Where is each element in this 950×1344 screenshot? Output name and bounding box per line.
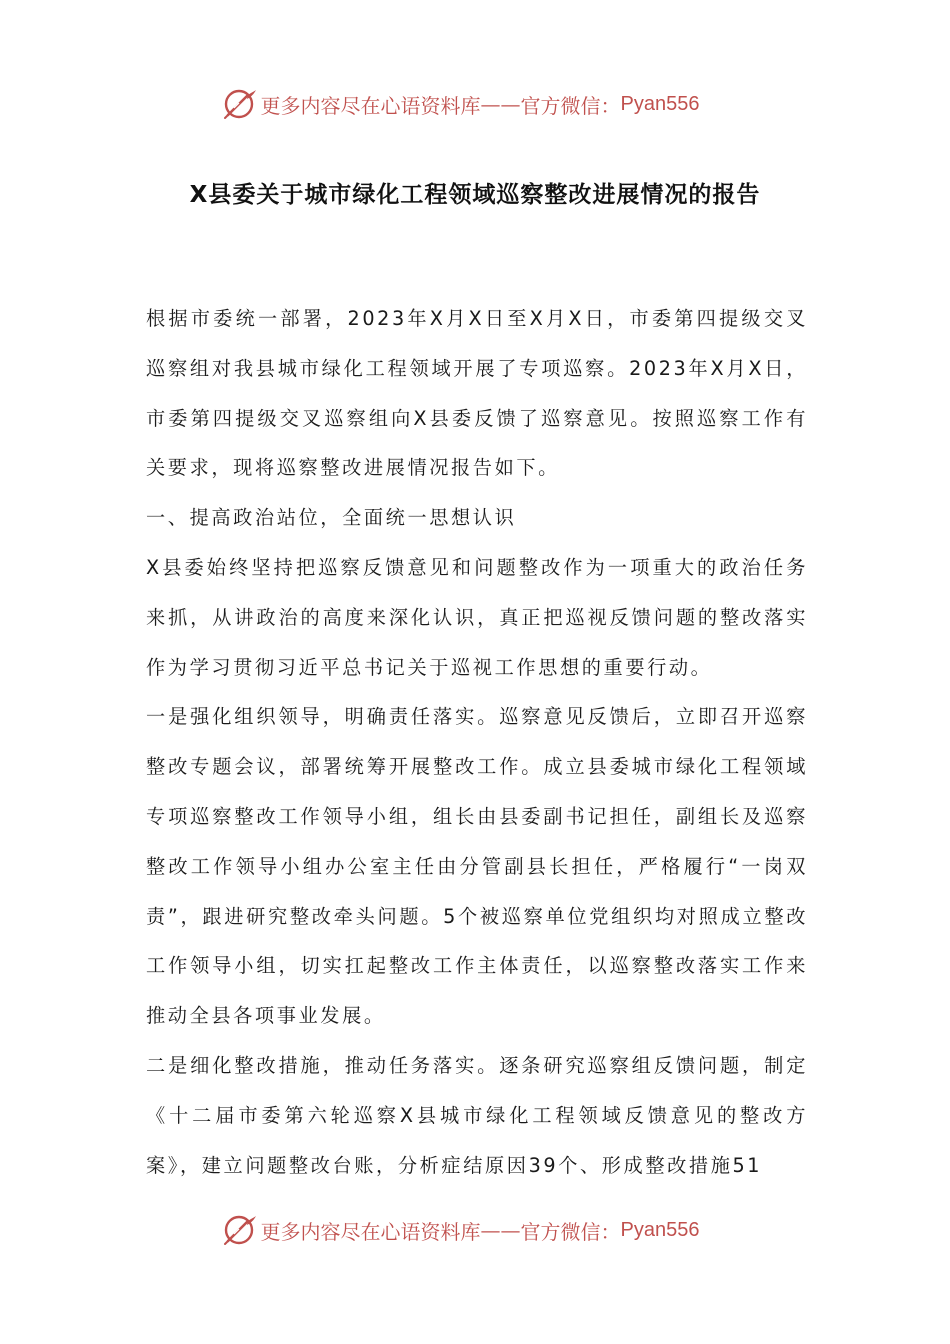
watermark-text: 更多内容尽在心语资料库 <box>260 1219 481 1244</box>
watermark-dash: —— <box>480 92 521 116</box>
watermark-wechat-id: Pyan556 <box>620 92 700 115</box>
footer-watermark <box>0 1210 950 1250</box>
paragraph-point-1: 一是强化组织领导，明确责任落实。巡察意见反馈后，立即召开巡察整改专题会议，部署统筹开展整改工作。成立县委城市绿化工程领域专项巡察整改工作领导小组，组长由县委副书记担任，副组长及巡察整改工作领导小组办公室主任由分管副县长担任，严格履行“一岗双责”，跟进研究整改牵头问题。5个被巡察单位党组织均对照成立整改工作领导小组，切实扛起整改工作主体责任，以巡察整改落实工作来推动全县各项事业发展。 <box>146 705 808 1028</box>
quill-logo-icon <box>221 86 257 122</box>
watermark-wechat-label: 官方微信： <box>520 1219 621 1244</box>
quill-logo-icon <box>221 1212 257 1248</box>
watermark-wechat-id: Pyan556 <box>620 1218 700 1241</box>
section-heading-1: 一、提高政治站位，全面统一思想认识 <box>146 506 517 530</box>
header-watermark <box>0 84 950 124</box>
paragraph-section-1: X县委始终坚持把巡察反馈意见和问题整改作为一项重大的政治任务来抓，从讲政治的高度来深化认识，真正把巡视反馈问题的整改落实作为学习贯彻习近平总书记关于巡视工作思想的重要行动。 <box>146 555 808 679</box>
watermark-dash: —— <box>480 1218 521 1242</box>
paragraph-intro: 根据市委统一部署，2023年X月X日至X月X日，市委第四提级交叉巡察组对我县城市绿化工程领域开展了专项巡察。2023年X月X日，市委第四提级交叉巡察组向X县委反馈了巡察意见。按照巡察工作有关要求，现将巡察整改进展情况报告如下。 <box>146 307 808 480</box>
document-body <box>146 294 808 1190</box>
paragraph-point-2: 二是细化整改措施，推动任务落实。逐条研究巡察组反馈问题，制定《十二届市委第六轮巡察X县城市绿化工程领域反馈意见的整改方案》，建立问题整改台账，分析症结原因39个、形成整改措施51 <box>146 1053 808 1177</box>
watermark-wechat-label: 官方微信： <box>520 93 621 118</box>
watermark-text: 更多内容尽在心语资料库 <box>260 93 481 118</box>
document-title: X县委关于城市绿化工程领域巡察整改进展情况的报告 <box>189 182 761 208</box>
